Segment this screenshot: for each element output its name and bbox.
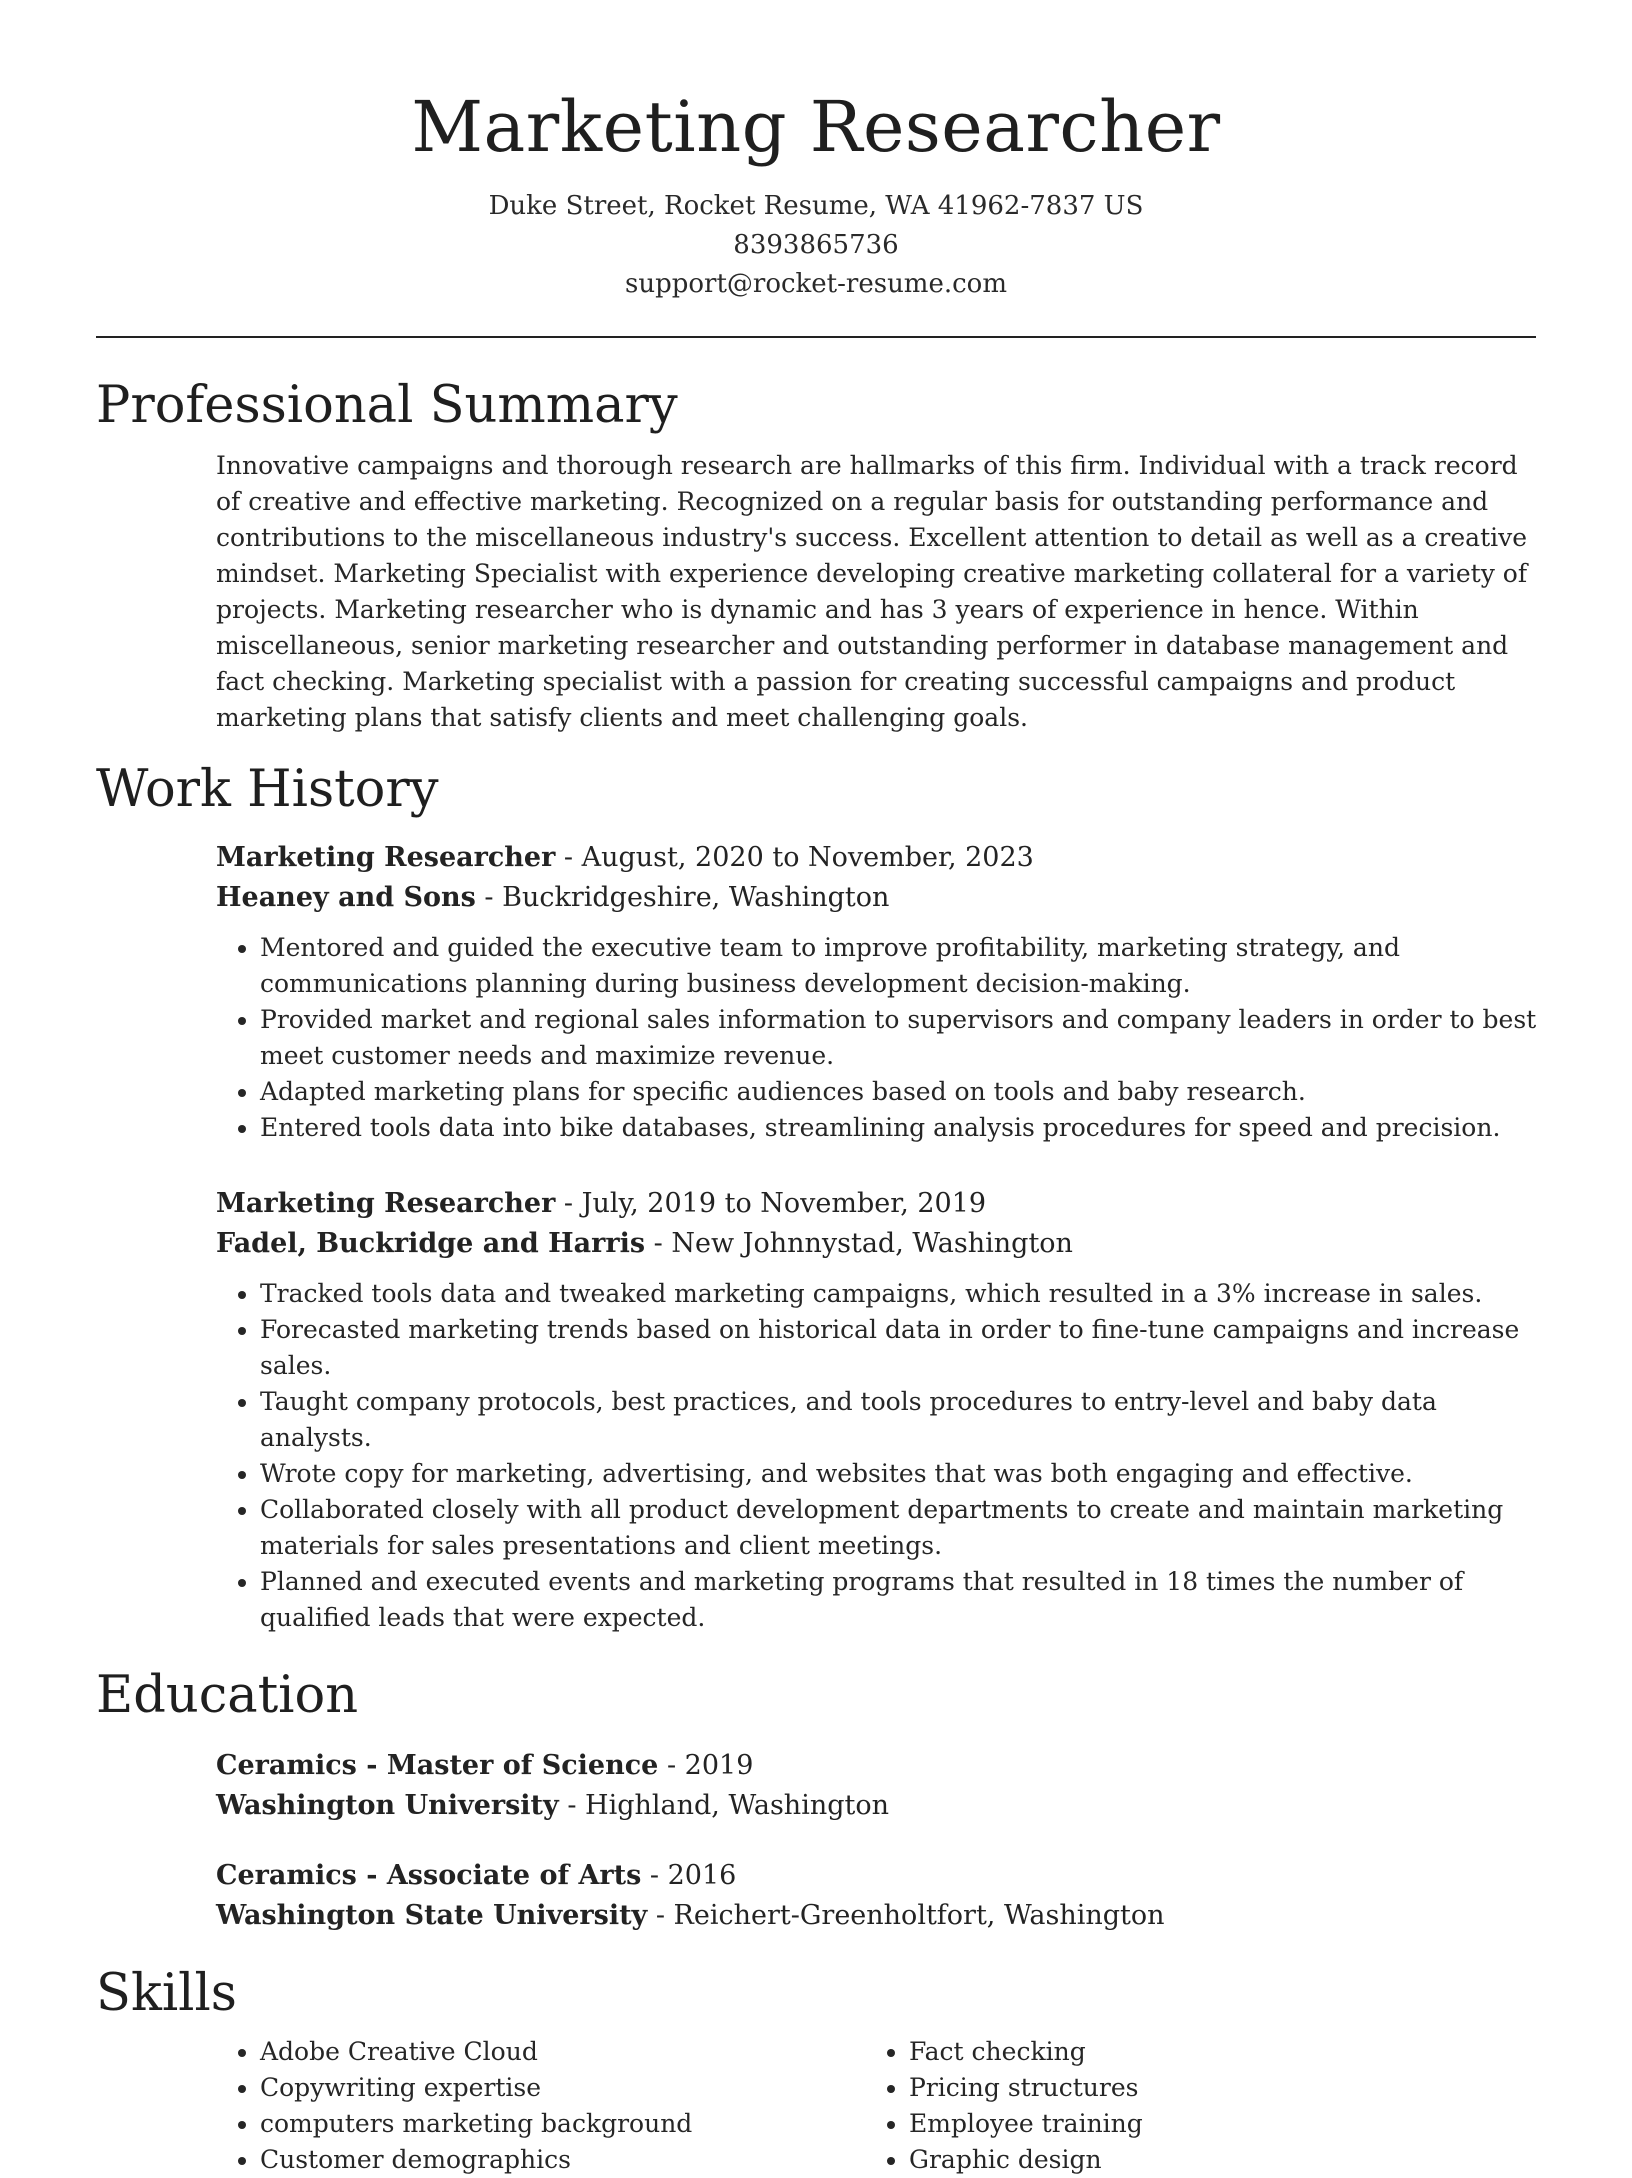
- job-bullet: • Taught company protocols, best practices, and tools procedures to entry-level and baby data analysts.: [260, 1384, 1550, 1456]
- degree-year: - 2019: [658, 1750, 754, 1781]
- skill-item: • Graphic design: [909, 2142, 1509, 2178]
- job-entry: [216, 1184, 1536, 1636]
- school: Washington University: [216, 1790, 559, 1821]
- degree: Ceramics - Master of Science: [216, 1750, 659, 1781]
- skills-column-right: [865, 2034, 1509, 2178]
- job-bullet: • Entered tools data into bike databases, streamlining analysis procedures for speed and precision.: [260, 1110, 1550, 1146]
- header-divider: [96, 336, 1536, 338]
- skill-item: • Customer demographics: [260, 2142, 865, 2178]
- job-company: Heaney and Sons: [216, 882, 476, 913]
- skill-item: • Employee training: [909, 2106, 1509, 2142]
- job-bullet-list: [216, 1276, 1550, 1636]
- job-bullet: • Wrote copy for marketing, advertising, and websites that was both engaging and effective.: [260, 1456, 1550, 1492]
- resume-page: [96, 0, 1536, 2178]
- skill-item: • Fact checking: [909, 2034, 1509, 2070]
- job-bullet: • Forecasted marketing trends based on historical data in order to fine-tune campaigns and increase sales.: [260, 1312, 1550, 1384]
- job-company-line: [216, 878, 1536, 918]
- job-dates: - July, 2019 to November, 2019: [555, 1188, 987, 1219]
- skill-item: • Copywriting expertise: [260, 2070, 865, 2106]
- job-bullet: • Provided market and regional sales information to supervisors and company leaders in order to best meet customer needs and maximize revenue.: [260, 1002, 1550, 1074]
- job-entry: [216, 838, 1536, 1146]
- school-location: - Highland, Washington: [558, 1790, 889, 1821]
- degree: Ceramics - Associate of Arts: [216, 1860, 642, 1891]
- job-title-line: [216, 1184, 1536, 1224]
- job-role: Marketing Researcher: [216, 842, 556, 873]
- school-location: - Reichert-Greenholtfort, Washington: [647, 1900, 1165, 1931]
- skill-item: • Adobe Creative Cloud: [260, 2034, 865, 2070]
- job-dates: - August, 2020 to November, 2023: [555, 842, 1034, 873]
- contact-email: support@rocket-resume.com: [624, 269, 1007, 299]
- contact-phone: 8393865736: [733, 230, 899, 260]
- job-bullet-list: [216, 930, 1550, 1146]
- resume-header: [96, 0, 1536, 304]
- job-bullet: • Adapted marketing plans for specific audiences based on tools and baby research.: [260, 1074, 1550, 1110]
- contact-address: Duke Street, Rocket Resume, WA 41962-7837 US: [488, 191, 1144, 221]
- skill-item: • Pricing structures: [909, 2070, 1509, 2106]
- job-company-line: [216, 1224, 1536, 1264]
- education-heading: Education: [96, 1666, 359, 1725]
- skills-heading: Skills: [96, 1964, 237, 2023]
- job-bullet: • Collaborated closely with all product development departments to create and maintain marketing materials for sales presentations and client meetings.: [260, 1492, 1550, 1564]
- summary-heading: Professional Summary: [96, 376, 678, 435]
- job-company: Fadel, Buckridge and Harris: [216, 1228, 646, 1259]
- degree-line: [216, 1856, 1536, 1896]
- contact-info: [96, 187, 1536, 304]
- job-bullet: • Mentored and guided the executive team to improve profitability, marketing strategy, and communications planning during business development decision-making.: [260, 930, 1550, 1002]
- job-bullet: • Tracked tools data and tweaked marketing campaigns, which resulted in a 3% increase in sales.: [260, 1276, 1550, 1312]
- skills-list: [216, 2034, 1536, 2178]
- skill-item: • computers marketing background: [260, 2106, 865, 2142]
- candidate-name: Marketing Researcher: [411, 86, 1221, 168]
- job-location: - Buckridgeshire, Washington: [475, 882, 890, 913]
- job-bullet: • Planned and executed events and marketing programs that resulted in 18 times the number of qualified leads that were expected.: [260, 1564, 1550, 1636]
- school-line: [216, 1786, 1536, 1826]
- job-location: - New Johnnystad, Washington: [645, 1228, 1073, 1259]
- skills-column-left: [216, 2034, 865, 2178]
- education-entry: [216, 1856, 1536, 1936]
- job-title-line: [216, 838, 1536, 878]
- work-history-heading: Work History: [96, 760, 439, 819]
- school-line: [216, 1896, 1536, 1936]
- summary-text: Innovative campaigns and thorough research are hallmarks of this firm. Individual with a track record of creative and effective marketing. Recognized on a regular basis for outstanding performance and contributions to the miscellaneous industry's success. Excellent attention to detail as well as a creative mindset. Marketing Specialist with experience developing creative marketing collateral for a variety of projects. Marketing researcher who is dynamic and has 3 years of experience in hence. Within miscellaneous, senior marketing researcher and outstanding performer in database management and fact checking. Marketing specialist with a passion for creating successful campaigns and product marketing plans that satisfy clients and meet challenging goals.: [216, 451, 1528, 732]
- education-entry: [216, 1746, 1536, 1826]
- school: Washington State University: [216, 1900, 648, 1931]
- degree-year: - 2016: [641, 1860, 737, 1891]
- job-role: Marketing Researcher: [216, 1188, 556, 1219]
- degree-line: [216, 1746, 1536, 1786]
